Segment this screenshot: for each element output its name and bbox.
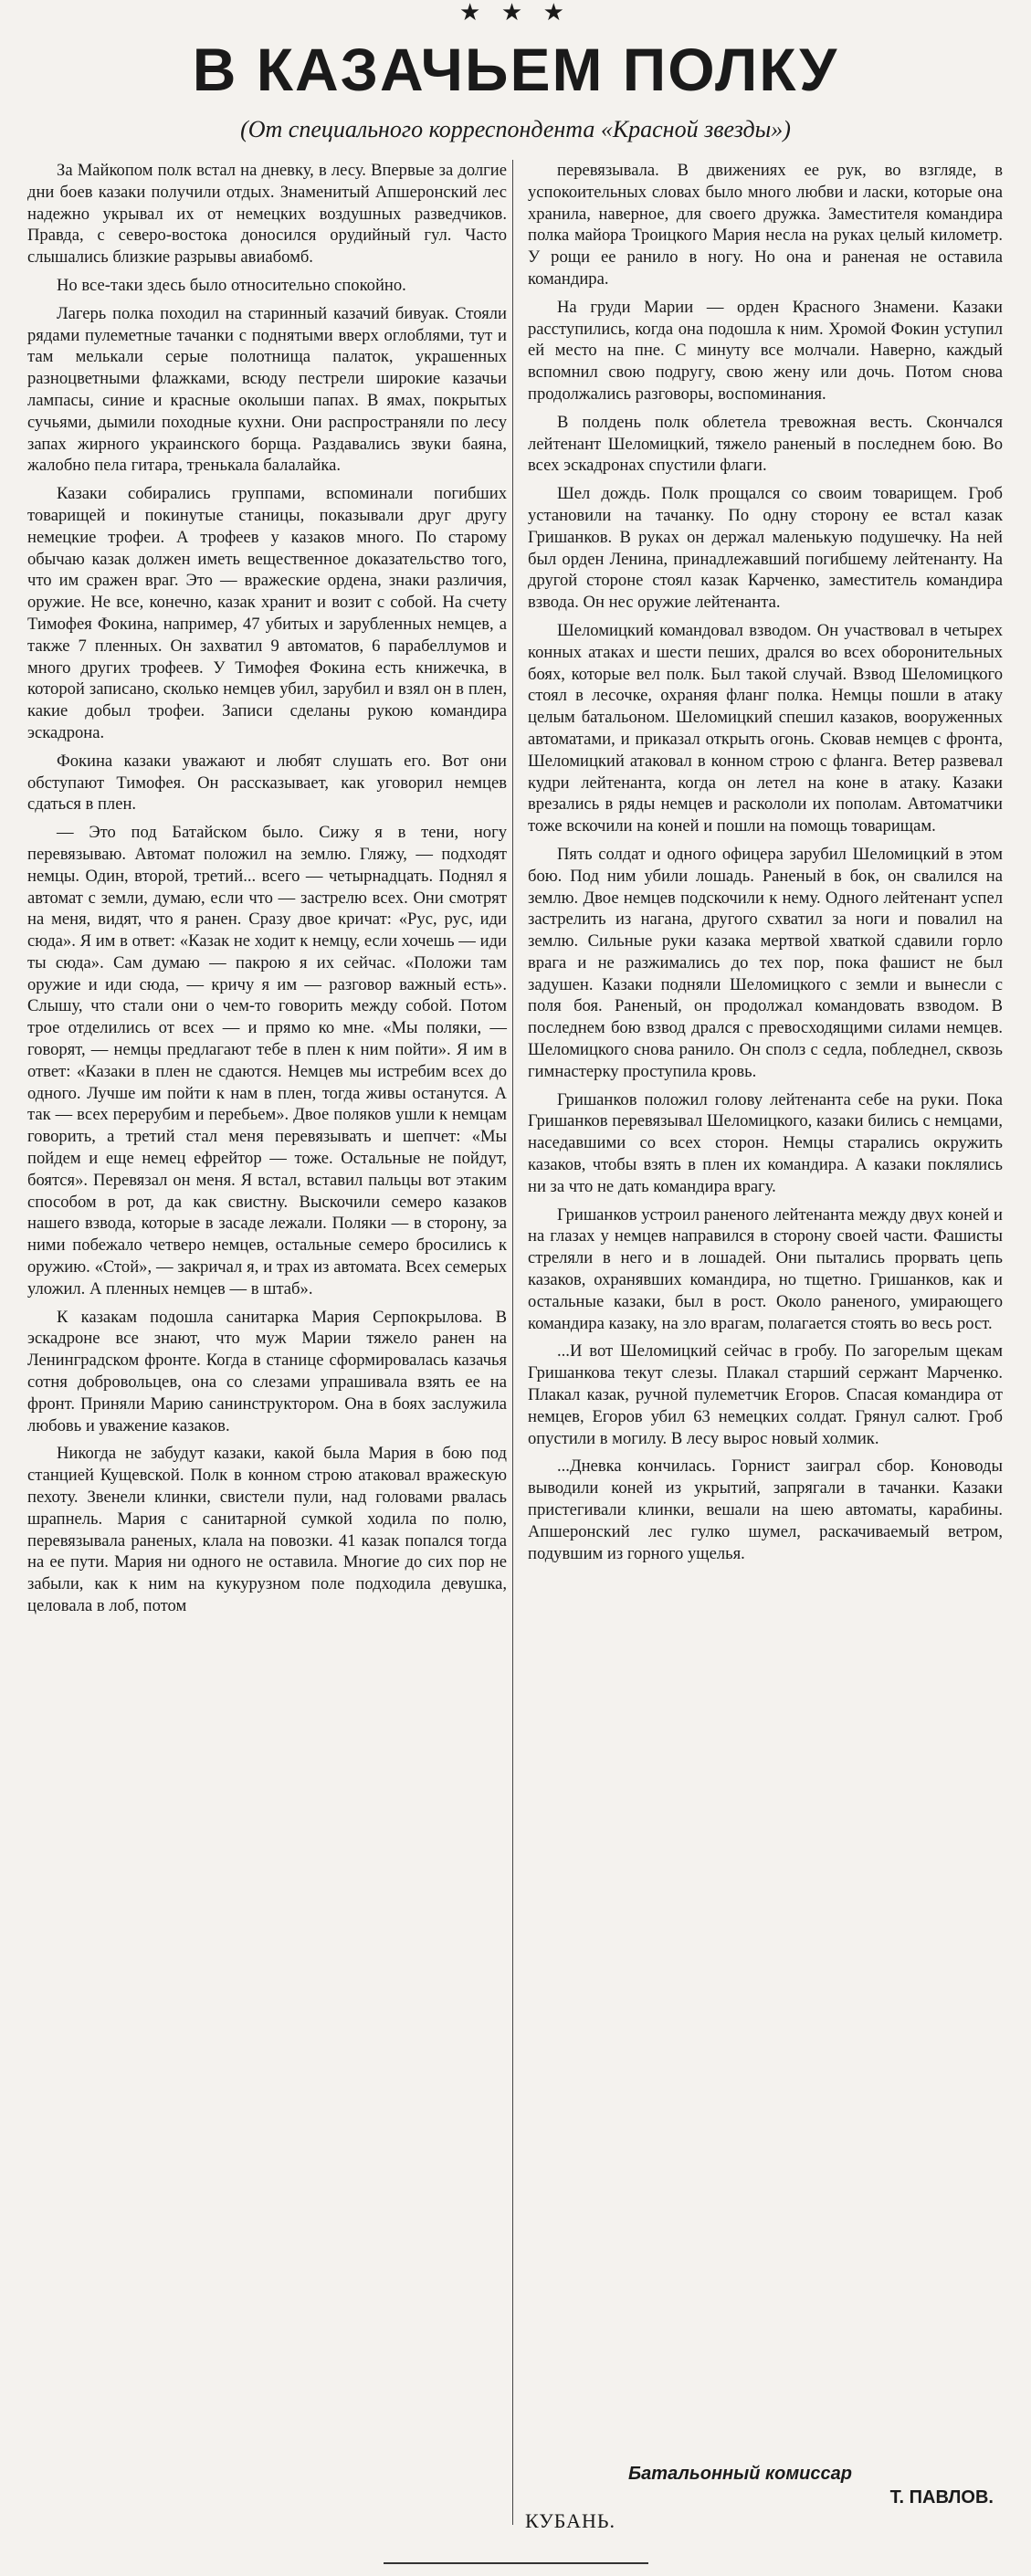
article-paragraph: Шел дождь. Полк прощался со своим товарищем. Гроб установили на тачанку. По одну сторону ее встал казак Гришанков. В руках он держал маленькую подушечку. На ней был орден Ленина, принадлежавший погибшему лейтенанту. На другой стороне стоял казак Карченко, заместитель командира взвода. Он нес оружие лейтенанта.: [528, 484, 1003, 613]
article-paragraph: Казаки собирались группами, вспоминали погибших товарищей и покинутые станицы, показывали друг другу немецкие трофеи. А трофеев у казаков много. По старому обычаю казак должен иметь вещественное доказательство того, что им сражен враг. Это — вражеские ордена, знаки различия, оружие. Не все, конечно, казак хранит и возит с собой. На счету Тимофея Фокина, например, 47 убитых и зарубленных немцев, а также 7 пленных. Он захватил 9 автоматов, 6 парабеллумов и много других трофеев. У Тимофея Фокина есть книжечка, в которой записано, сколько немцев убил, зарубил и взял он в плен, какие добыл трофеи. Записи сделаны рукою командира эскадрона.: [27, 484, 507, 742]
article-paragraph: Лагерь полка походил на старинный казачий бивуак. Стояли рядами пулеметные тачанки с поднятыми вверх оглоблями, тут и там мелькали серые полотнища палаток, украшенных разноцветными флажками, всюду пестрели широкие казачьи лампасы, синие и красные околыши папах. В ямах, покрытых сучьями, дымили походные кухни. Они распространяли по лесу запах жирного украинского борща. Раздавались звуки баяна, жалобно пела гитара, тренькала балалайка.: [27, 303, 507, 476]
article-paragraph: перевязывала. В движениях ее рук, во взгляде, в успокоительных словах было много любви и ласки, которые она хранила, наверное, для своего дружка. Заместителя командира полка майора Троицкого Мария несла на руках целый километр. У рощи ее ранило в ногу. Но она и раненая не оставила командира.: [528, 161, 1003, 289]
bottom-divider: [384, 2562, 648, 2564]
signature-name: Т. ПАВЛОВ.: [889, 2487, 994, 2508]
article-paragraph: Пять солдат и одного офицера зарубил Шеломицкий в этом бою. Под ним убили лошадь. Раненый в бок, он свалился на землю. Двое немцев подскочили к нему. Одного лейтенант успел застрелить из нагана, другого схватил за ноги и повалил на землю. Сильные руки казака мертвой хваткой сдавили горло врага и не разжимались до тех пор, пока фашист не был задушен. Казаки подняли Шеломицкого с земли и вынесли с поля боя. Раненый, он продолжал командовать взводом. В последнем бою взвод дрался с превосходящими силами немцев. Шеломицкого снова ранило. Он сполз с седла, побледнел, сквозь гимнастерку проступила кровь.: [528, 844, 1003, 1081]
dateline-place: КУБАНЬ.: [525, 2509, 616, 2532]
article-paragraph: Фокина казаки уважают и любят слушать его. Вот они обступают Тимофея. Он рассказывает, как уговорил немцев сдаться в плен.: [27, 751, 507, 815]
article-paragraph: К казакам подошла санитарка Мария Серпокрылова. В эскадроне все знают, что муж Марии тяжело ранен на Ленинградском фронте. Когда в станице сформировалась казачья сотня добровольцев, она со слезами упрашивала взять ее на фронт. Приняли Марию санинструктором. Она в боях заслужила любовь и уважение казаков.: [27, 1307, 507, 1435]
article-paragraph: За Майкопом полк встал на дневку, в лесу. Впервые за долгие дни боев казаки получили отдых. Знаменитый Апшеронский лес надежно укрывал их от немецких воздушных разведчиков. Правда, с северо-востока доносился орудийный гул. Часто слышались близкие разрывы авиабомб.: [27, 161, 507, 268]
article-paragraph: ...Дневка кончилась. Горнист заиграл сбор. Коноводы выводили коней из укрытий, запрягали в тачанки. Казаки пристегивали клинки, вешали на шею автоматы, карабины. Апшеронский лес гулко шумел, раскачиваемый ветром, подувшим из горного ущелья.: [528, 1456, 1003, 1563]
article-column-right: [528, 160, 1003, 1571]
signature-title: Батальонный комиссар: [628, 2464, 852, 2484]
article-column-left: [27, 160, 507, 1624]
article-paragraph: В полдень полк облетела тревожная весть. Скончался лейтенант Шеломицкий, тяжело раненый в последнем бою. Во всех эскадронах спустили флаги.: [528, 412, 1003, 476]
article-paragraph: Но все-таки здесь было относительно спокойно.: [57, 275, 406, 295]
signature-block: [528, 2462, 1003, 2509]
article-byline-subtitle: (От специального корреспондента «Красной звезды»): [240, 116, 791, 142]
decorative-stars: ★ ★ ★: [459, 0, 572, 26]
article-paragraph: Гришанков устроил раненого лейтенанта между двух коней и на глазах у немцев направился в сторону своей части. Фашисты стреляли в него и в лошадей. Они пытались прорвать цепь казаков, охранявших командира, но тщетно. Гришанков, как и остальные казаки, был в рост. Около раненого, умирающего командира казаку, на зло врагам, полагается стоять во весь рост.: [528, 1204, 1003, 1333]
article-paragraph: На груди Марии — орден Красного Знамени. Казаки расступились, когда она подошла к ним. Хромой Фокин уступил ей место на пне. С минуту все молчали. Наверно, каждый вспомнил свою подругу, свою жену или дочь. Потом снова продолжались разговоры, воспоминания.: [528, 297, 1003, 404]
column-divider: [512, 160, 513, 2525]
article-paragraph: Шеломицкий командовал взводом. Он участвовал в четырех конных атаках и шести пеших, дрался во всех оборонительных боях, которые вел полк. Был такой случай. Взвод Шеломицкого стоял в лесочке, охраняя фланг полка. Немцы пошли в атаку целым батальоном. Шеломицкий спешил казаков, вооруженных автоматами, и приказал открыть огонь. Сковав немцев с фронта, Шеломицкий атаковал в конном строю с фланга. Ветер развевал кудри лейтенанта, когда он летел на коне в атаку. Казаки врезались в ряды немцев и раскололи их пополам. Автоматчики тоже вскочили на коней и пошли на помощь товарищам.: [528, 620, 1003, 836]
article-paragraph: ...И вот Шеломицкий сейчас в гробу. По загорелым щекам Гришанкова текут слезы. Плакал старший сержант Марченко. Плакал казак, ручной пулеметчик Егоров. Спасая командира от немцев, Егоров убил 63 немецких солдат. Грянул салют. Гроб опустили в могилу. В лесу вырос новый холмик.: [528, 1341, 1003, 1448]
article-paragraph: — Это под Батайском было. Сижу я в тени, ногу перевязываю. Автомат положил на землю. Гляжу, — подходят немцы. Один, второй, третий... всего — четырнадцать. Поднял я автомат с земли, думаю, если что — застрелю всех. Они смотрят на меня, видят, что я ранен. Сразу двое кричат: «Рус, рус, иди сюда». Я им в ответ: «Казак не ходит к немцу, если хочешь — иди ты сюда». Сам думаю — пакрою я их сейчас. «Положи там оружие и иди сюда, — кричу я им — разговор важный есть». Слышу, что стали они о чем-то говорить между собой. Потом трое отделились от всех — и прямо ко мне. «Мы поляки, — говорят, — немцы предлагают тебе в плен к ним пойти». Я им в ответ: «Казаки в плен не сдаются. Немцев мы истребим всех до одного. Лучше им пойти к нам в плен, тогда живы останутся. А так — всех перерубим и перебьем». Двое поляков ушли к немцам говорить, а третий стал меня перевязывать и шепчет: «Мы пойдем и еще немец ефрейтор — тоже. Остальные не пойдут, боятся». Перевязал он меня. Я встал, вставил пальцы вот этаким способом в рот, да как свистну. Выскочили семеро казаков нашего взвода, которые в засаде лежали. Поляки — в сторону, за ними побежало четверо немцев, остальные семеро бросились к оружию. «Стой», — закричал я, и трах из автомата. Всех семерых уложил. А пленных немцев — в штаб».: [27, 823, 507, 1299]
article-headline: В КАЗАЧЬЕМ ПОЛКУ: [192, 36, 839, 103]
article-paragraph: Гришанков положил голову лейтенанта себе на руки. Пока Гришанков перевязывал Шеломицкого, казаки бились с немцами, наседавшими со всех сторон. Немцы старались окружить казаков, чтобы взять в плен их командира. А казаки поклялись ни за что не дать командира врагу.: [528, 1089, 1003, 1196]
article-paragraph: Никогда не забудут казаки, какой была Мария в бою под станцией Кущевской. Полк в конном строю атаковал вражескую пехоту. Звенели клинки, свистели пули, над головами рвалась шрапнель. Мария с санитарной сумкой ходила по полю, перевязывала раненых, клала на повозки. 41 казак попался тогда на ее пути. Мария ни одного не оставила. Многие до сих пор не забыли, как к ним на кукурузном поле подходила девушка, целовала в лоб, потом: [27, 1444, 507, 1615]
